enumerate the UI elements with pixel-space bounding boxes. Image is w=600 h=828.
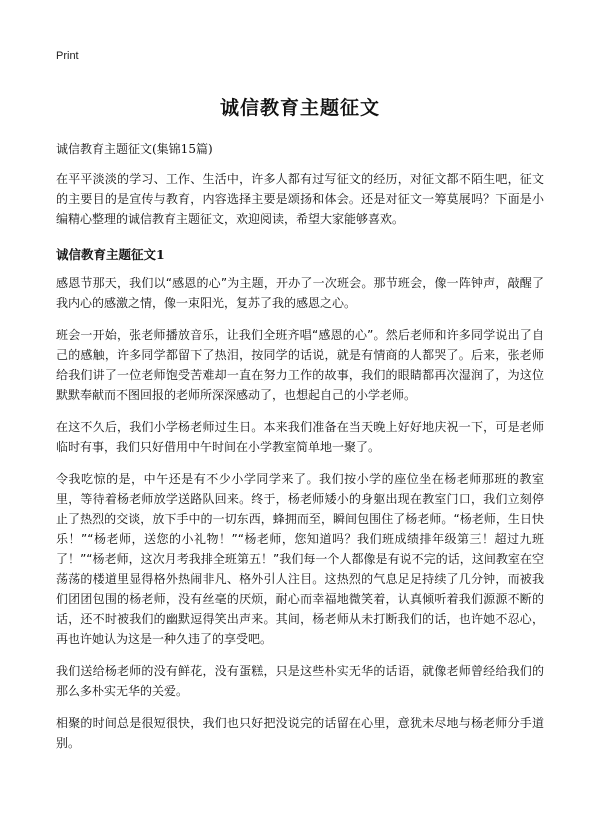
paragraph: 相聚的时间总是很短很快，我们也只好把没说完的话留在心里，意犹未尽地与杨老师分手道别。 [56,716,544,750]
article-subtitle: 诚信教育主题征文(集锦15篇) [56,142,213,156]
paragraph: 我们送给杨老师的没有鲜花，没有蛋糕，只是这些朴实无华的话语，就像老师曾经给我们的那么多朴实无华的关爱。 [56,664,544,698]
paragraph: 令我吃惊的是，中午还是有不少小学同学来了。我们按小学的座位坐在杨老师那班的教室里，等待着杨老师放学送路队回来。终于，杨老师矮小的身躯出现在教室门口，我们立刻停止了热烈的交谈，放下手中的一切东西，蜂拥而至，瞬间包围住了杨老师。“杨老师，生日快乐！”“杨老师，送您的小礼物！”“杨老师，您知道吗？我们班成绩排年级第三！超过九班了！”“杨老师，这次月考我排全班第五！”我们每一个人都像是有说不完的话，这间教室在空荡荡的楼道里显得格外热闹非凡、格外引人注目。这热烈的气息足足持续了几分钟，而被我们团团包围的杨老师，没有丝毫的厌烦，耐心而幸福地微笑着，认真倾听着我们源源不断的话，还不时被我们的幽默逗得笑出声来。其间，杨老师从未打断我们的话，也许她不忍心，再也许她认为这是一种久违了的享受吧。 [56,472,544,646]
print-link[interactable]: Print [56,50,79,62]
paragraph: 在这不久后，我们小学杨老师过生日。本来我们准备在当天晚上好好地庆祝一下，可是老师临时有事，我们只好借用中午时间在小学教室简单地一聚了。 [56,420,544,454]
page-title: 诚信教育主题征文 [219,97,380,119]
paragraph: 感恩节那天，我们以“感恩的心”为主题，开办了一次班会。那节班会，像一阵钟声，敲醒了我内心的感激之情，像一束阳光，复苏了我的感恩之心。 [56,276,544,310]
intro-paragraph: 在平平淡淡的学习、工作、生活中，许多人都有过写征文的经历，对征文都不陌生吧，征文的主要目的是宣传与教育，内容选择主要是颂扬和体会。还是对征文一筹莫展吗？下面是小编精心整理的诚信教育主题征文，欢迎阅读，希望大家能够喜欢。 [56,172,544,226]
section-heading: 诚信教育主题征文1 [56,247,165,262]
paragraph: 班会一开始，张老师播放音乐，让我们全班齐唱“感恩的心”。然后老师和许多同学说出了自己的感触，许多同学都留下了热泪，按同学的话说，就是有情商的人都哭了。后来，张老师给我们讲了一位老师饱受苦难却一直在努力工作的故事，我们的眼睛都再次湿润了，为这位默默奉献而不图回报的老师所深深感动了，也想起自己的小学老师。 [56,328,544,402]
